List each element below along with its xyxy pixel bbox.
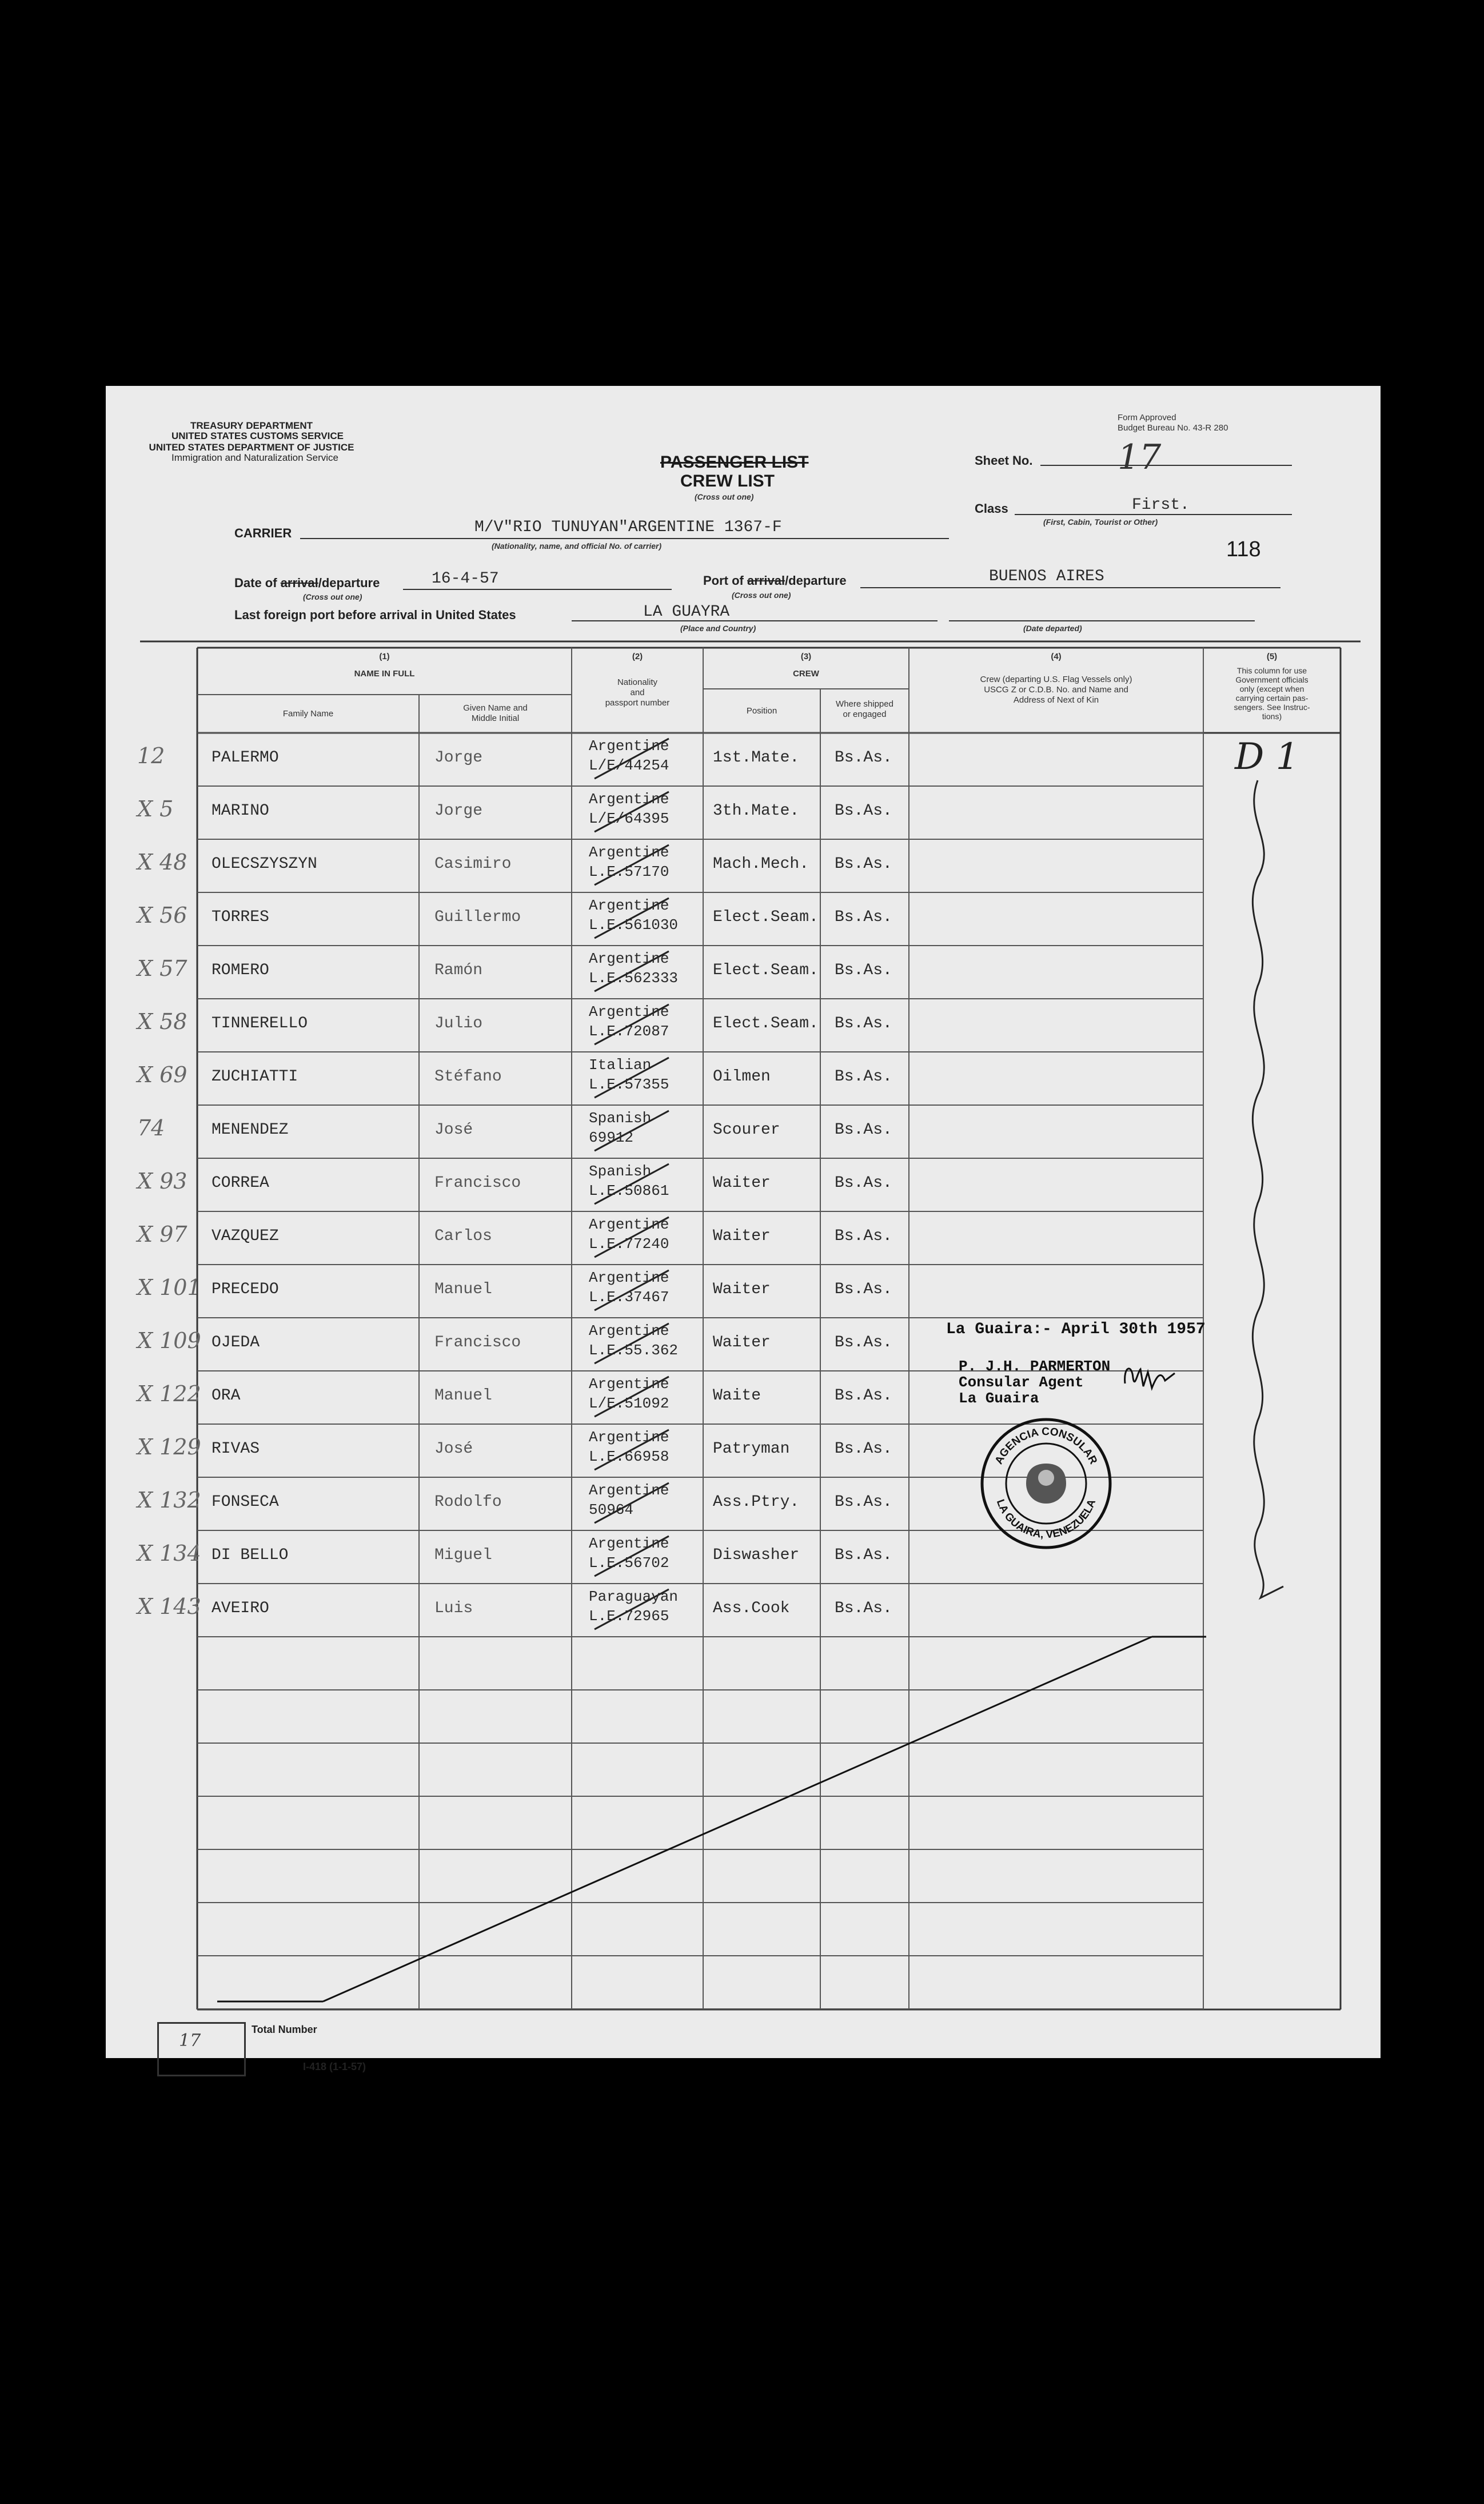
dept-line-2: UNITED STATES CUSTOMS SERVICE [171, 430, 344, 441]
col1-title: NAME IN FULL [354, 669, 415, 679]
col3b-header-1: Where shipped [836, 699, 893, 709]
passport-number: L.E.72965 [589, 1608, 669, 1625]
date-value: 16-4-57 [432, 570, 499, 588]
position: Waite [713, 1387, 761, 1405]
passport-number: L.E.561030 [589, 916, 679, 934]
svg-text:AGENCIA CONSULAR: AGENCIA CONSULAR [992, 1425, 1100, 1466]
family-name: PRECEDO [212, 1281, 279, 1298]
where-shipped: Bs.As. [835, 1440, 892, 1458]
where-shipped: Bs.As. [835, 855, 892, 873]
position: Waiter [713, 1174, 771, 1192]
row-tally-mark: X 97 [137, 1222, 188, 1247]
position: Elect.Seam. [713, 962, 819, 979]
nationality: Argentine [589, 897, 669, 914]
family-name: VAZQUEZ [212, 1227, 279, 1245]
position: Scourer [713, 1121, 780, 1139]
port-hint: (Cross out one) [732, 591, 791, 600]
family-name: TORRES [212, 908, 269, 926]
last-port-label: Last foreign port before arrival in United States [234, 608, 516, 622]
col1b-header-1: Given Name and [463, 703, 528, 713]
row-tally-mark: X 56 [137, 903, 188, 928]
consul-signature [1120, 1361, 1183, 1395]
passport-number: L/E/64395 [589, 810, 669, 827]
date-departed-hint: (Date departed) [1023, 624, 1082, 633]
passenger-list-struck: PASSENGER LIST [660, 453, 809, 472]
form-approved: Form Approved [1118, 413, 1176, 422]
passport-number: L.E.56702 [589, 1554, 669, 1572]
passport-number: L.E.66958 [589, 1448, 669, 1465]
nationality: Argentine [589, 1216, 669, 1233]
given-name: Carlos [434, 1227, 492, 1245]
given-name: Manuel [434, 1387, 492, 1405]
family-name: MENENDEZ [212, 1121, 289, 1139]
nationality: Italian [589, 1056, 652, 1074]
col2-header-1: Nationality [617, 677, 658, 687]
row-tally-mark: X 134 [137, 1541, 201, 1566]
family-name: MARINO [212, 802, 269, 820]
where-shipped: Bs.As. [835, 802, 892, 820]
where-shipped: Bs.As. [835, 1174, 892, 1192]
passport-number: L.E.57355 [589, 1076, 669, 1093]
nationality: Argentine [589, 844, 669, 861]
where-shipped: Bs.As. [835, 962, 892, 979]
svg-text:LA GUAIRA, VENEZUELA: LA GUAIRA, VENEZUELA [994, 1497, 1099, 1541]
family-name: DI BELLO [212, 1546, 289, 1564]
row-tally-mark: X 58 [137, 1009, 188, 1034]
position: Diswasher [713, 1546, 800, 1564]
class-label: Class [975, 501, 1008, 516]
nationality: Spanish [589, 1163, 652, 1180]
col2-header-2: and [630, 688, 645, 697]
given-name: José [434, 1121, 473, 1139]
row-tally-mark: 12 [137, 743, 165, 768]
where-shipped: Bs.As. [835, 1015, 892, 1032]
dept-line-1: TREASURY DEPARTMENT [190, 420, 313, 431]
position: Elect.Seam. [713, 908, 819, 926]
where-shipped: Bs.As. [835, 1600, 892, 1617]
row-tally-mark: X 5 [137, 796, 174, 822]
passport-number: L.E.55.362 [589, 1342, 679, 1359]
where-shipped: Bs.As. [835, 1334, 892, 1351]
given-name: Jorge [434, 749, 483, 767]
passport-number: 69912 [589, 1129, 634, 1146]
given-name: Miguel [434, 1546, 492, 1564]
where-shipped: Bs.As. [835, 749, 892, 767]
col2-number: (2) [632, 652, 643, 661]
given-name: Ramón [434, 962, 483, 979]
nationality: Argentine [589, 950, 669, 967]
nationality: Argentine [589, 1003, 669, 1020]
nationality: Paraguayan [589, 1588, 679, 1605]
given-name: Luis [434, 1600, 473, 1617]
budget-number: Budget Bureau No. 43-R 280 [1118, 423, 1228, 433]
family-name: OLECSZYSZYN [212, 855, 317, 873]
nationality: Argentine [589, 737, 669, 755]
nationality: Argentine [589, 1269, 669, 1286]
consul-name: P. J.H. PARMERTON [959, 1358, 1111, 1375]
col5-header-6: tions) [1262, 712, 1282, 721]
row-tally-mark: X 48 [137, 850, 188, 875]
row-tally-mark: X 143 [137, 1594, 201, 1619]
where-shipped: Bs.As. [835, 1121, 892, 1139]
position: Elect.Seam. [713, 1015, 819, 1032]
given-name: Manuel [434, 1281, 492, 1298]
last-port-value: LA GUAYRA [643, 603, 730, 621]
col4-header-1: Crew (departing U.S. Flag Vessels only) [980, 675, 1132, 684]
where-shipped: Bs.As. [835, 1387, 892, 1405]
date-hint: (Cross out one) [303, 592, 362, 601]
port-value: BUENOS AIRES [989, 568, 1104, 585]
row-tally-mark: 74 [137, 1115, 165, 1141]
given-name: Stéfano [434, 1068, 502, 1086]
col1b-header-2: Middle Initial [471, 713, 520, 723]
family-name: ROMERO [212, 962, 269, 979]
col3-number: (3) [800, 652, 812, 661]
passport-number: L/E/44254 [589, 757, 669, 774]
position: Ass.Cook [713, 1600, 790, 1617]
col3-title: CREW [793, 669, 819, 679]
row-tally-mark: X 69 [137, 1062, 188, 1087]
total-box [157, 2022, 246, 2076]
dept-line-4: Immigration and Naturalization Service [171, 452, 338, 463]
col2-header-3: passport number [605, 698, 670, 708]
given-name: Jorge [434, 802, 483, 820]
row-tally-mark: X 132 [137, 1488, 201, 1513]
family-name: ZUCHIATTI [212, 1068, 298, 1086]
position: Waiter [713, 1334, 771, 1351]
passport-number: L.E.562333 [589, 970, 679, 987]
col5-header-2: Government officials [1235, 675, 1309, 684]
column5-note: D 1 [1235, 736, 1299, 778]
sheet-label: Sheet No. [975, 453, 1033, 468]
passport-number: 50964 [589, 1501, 634, 1518]
col4-header-2: USCG Z or C.D.B. No. and Name and [984, 685, 1128, 695]
consular-stamp [978, 1415, 1115, 1552]
family-name: TINNERELLO [212, 1015, 308, 1032]
class-hint: (First, Cabin, Tourist or Other) [1043, 517, 1158, 527]
given-name: Casimiro [434, 855, 512, 873]
crew-list-title: CREW LIST [680, 472, 775, 491]
position: Oilmen [713, 1068, 771, 1086]
where-shipped: Bs.As. [835, 1493, 892, 1511]
given-name: José [434, 1440, 473, 1458]
col5-header-1: This column for use [1236, 666, 1307, 675]
col3a-header: Position [746, 706, 777, 716]
position: Patryman [713, 1440, 790, 1458]
total-label: Total Number [252, 2024, 317, 2035]
consul-title: Consular Agent [959, 1374, 1084, 1391]
position: Ass.Ptry. [713, 1493, 800, 1511]
family-name: FONSECA [212, 1493, 279, 1511]
row-tally-mark: X 129 [137, 1434, 201, 1460]
where-shipped: Bs.As. [835, 1546, 892, 1564]
family-name: OJEDA [212, 1334, 260, 1351]
nationality: Spanish [589, 1110, 652, 1127]
port-label: Port of arrival/departure [703, 573, 847, 588]
col4-number: (4) [1051, 652, 1062, 661]
given-name: Rodolfo [434, 1493, 502, 1511]
title-cross-out-hint: (Cross out one) [695, 492, 754, 501]
nationality: Argentine [589, 1375, 669, 1393]
date-label: Date of arrival/departure [234, 576, 380, 590]
position: 1st.Mate. [713, 749, 800, 767]
nationality: Argentine [589, 791, 669, 808]
nationality: Argentine [589, 1429, 669, 1446]
where-shipped: Bs.As. [835, 1068, 892, 1086]
where-shipped: Bs.As. [835, 1227, 892, 1245]
position: Waiter [713, 1227, 771, 1245]
col5-header-5: sengers. See Instruc- [1234, 703, 1310, 712]
passport-number: L.E.57170 [589, 863, 669, 880]
passport-number: L/E.51092 [589, 1395, 669, 1412]
row-tally-mark: X 101 [137, 1275, 201, 1300]
nationality: Argentine [589, 1535, 669, 1552]
family-name: RIVAS [212, 1440, 260, 1458]
col1a-header: Family Name [282, 709, 334, 719]
table-grid [106, 386, 1381, 2058]
carrier-hint: (Nationality, name, and official No. of carrier) [492, 541, 662, 551]
class-value: First. [1132, 496, 1190, 514]
position: Waiter [713, 1281, 771, 1298]
wavy-annotation-line [1252, 780, 1283, 1598]
dept-line-3: UNITED STATES DEPARTMENT OF JUSTICE [149, 442, 354, 453]
nationality: Argentine [589, 1322, 669, 1339]
passport-number: L.E.37467 [589, 1289, 669, 1306]
family-name: AVEIRO [212, 1600, 269, 1617]
consul-place: La Guaira [959, 1390, 1039, 1407]
row-tally-mark: X 93 [137, 1169, 188, 1194]
given-name: Francisco [434, 1174, 521, 1192]
where-shipped: Bs.As. [835, 1281, 892, 1298]
given-name: Guillermo [434, 908, 521, 926]
passport-number: L.E.72087 [589, 1023, 669, 1040]
where-shipped: Bs.As. [835, 908, 892, 926]
row-tally-mark: X 57 [137, 956, 188, 981]
col1-number: (1) [379, 652, 390, 661]
passport-number: L.E.77240 [589, 1235, 669, 1253]
row-tally-mark: X 122 [137, 1381, 201, 1406]
col5-header-3: only (except when [1239, 684, 1305, 693]
family-name: PALERMO [212, 749, 279, 767]
last-port-hint: (Place and Country) [680, 624, 756, 633]
total-count: 17 [179, 2031, 201, 2051]
carrier-value: M/V"RIO TUNUYAN"ARGENTINE 1367-F [474, 519, 782, 536]
passport-number: L.E.50861 [589, 1182, 669, 1199]
sheet-number: 17 [1118, 437, 1162, 477]
col5-header-4: carrying certain pas- [1235, 693, 1309, 703]
col4-header-3: Address of Next of Kin [1013, 695, 1099, 705]
crew-list-form [106, 386, 1381, 2072]
col5-number: (5) [1266, 652, 1278, 661]
consul-date-line: La Guaira:- April 30th 1957 [946, 1321, 1206, 1338]
given-name: Julio [434, 1015, 483, 1032]
family-name: CORREA [212, 1174, 269, 1192]
col3b-header-2: or engaged [843, 709, 887, 719]
position: Mach.Mech. [713, 855, 809, 873]
carrier-label: CARRIER [234, 526, 292, 540]
page-number: 118 [1226, 537, 1261, 561]
position: 3th.Mate. [713, 802, 800, 820]
row-tally-mark: X 109 [137, 1328, 201, 1353]
form-id: I-418 (1-1-57) [303, 2061, 366, 2072]
nationality: Argentine [589, 1482, 669, 1499]
family-name: ORA [212, 1387, 241, 1405]
given-name: Francisco [434, 1334, 521, 1351]
